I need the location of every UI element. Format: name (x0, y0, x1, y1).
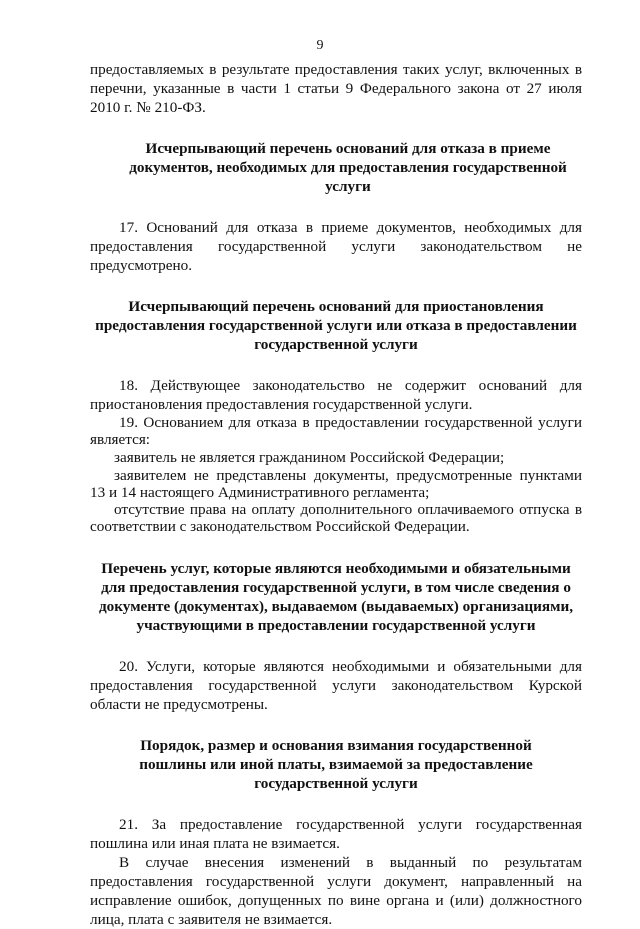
heading-suspension-grounds: Исчерпывающий перечень оснований для приостановления предоставления государственной услуги или отказа в предоставлении государственной услуги (95, 298, 577, 353)
paragraph-19-item-2: заявителем не представлены документы, предусмотренные пунктами 13 и 14 настоящего Административного регламента; (90, 467, 582, 501)
heading-fee: Порядок, размер и основания взимания государственной пошлины или иной платы, взимаемой за предоставление государственной услуги (139, 737, 533, 792)
paragraph-19-item-3: отсутствие права на оплату дополнительного оплачиваемого отпуска в соответствии с законодательством Российской Федерации. (90, 501, 582, 535)
paragraph-18: 18. Действующее законодательство не содержит оснований для приостановления предоставления государственной услуги. (90, 377, 582, 413)
paragraph-17: 17. Оснований для отказа в приеме документов, необходимых для предоставления государственной услуги законодательством не предусмотрено. (90, 219, 582, 274)
paragraph-19: 19. Основанием для отказа в предоставлении государственной услуги является: (90, 414, 582, 448)
paragraph-21: 21. За предоставление государственной услуги государственная пошлина или иная плата не взимается. (90, 816, 582, 852)
paragraph-20: 20. Услуги, которые являются необходимыми и обязательными для предоставления государственной услуги законодательством Курской области не предусмотрены. (90, 658, 582, 713)
paragraph-intro: предоставляемых в результате предоставления таких услуг, включенных в перечни, указанные в части 1 статьи 9 Федерального закона от 27 июля 2010 г. № 210-ФЗ. (90, 61, 582, 116)
document-body (90, 60, 582, 929)
paragraph-19-item-1: заявитель не является гражданином Российской Федерации; (114, 449, 505, 466)
heading-refusal-documents: Исчерпывающий перечень оснований для отказа в приеме документов, необходимых для предоставления государственной услуги (129, 140, 567, 195)
heading-necessary-services: Перечень услуг, которые являются необходимыми и обязательными для предоставления государственной услуги, в том числе сведения о документе (документах), выдаваемом (выдаваемых) организациями, участвующими в предоставлении государственной услуги (98, 560, 573, 634)
page-number: 9 (316, 38, 324, 53)
paragraph-21-continued: В случае внесения изменений в выданный по результатам предоставления государственной услуги документ, направленный на исправление ошибок, допущенных по вине органа и (или) должностного лица, плата с заявителя не взимается. (90, 854, 582, 928)
